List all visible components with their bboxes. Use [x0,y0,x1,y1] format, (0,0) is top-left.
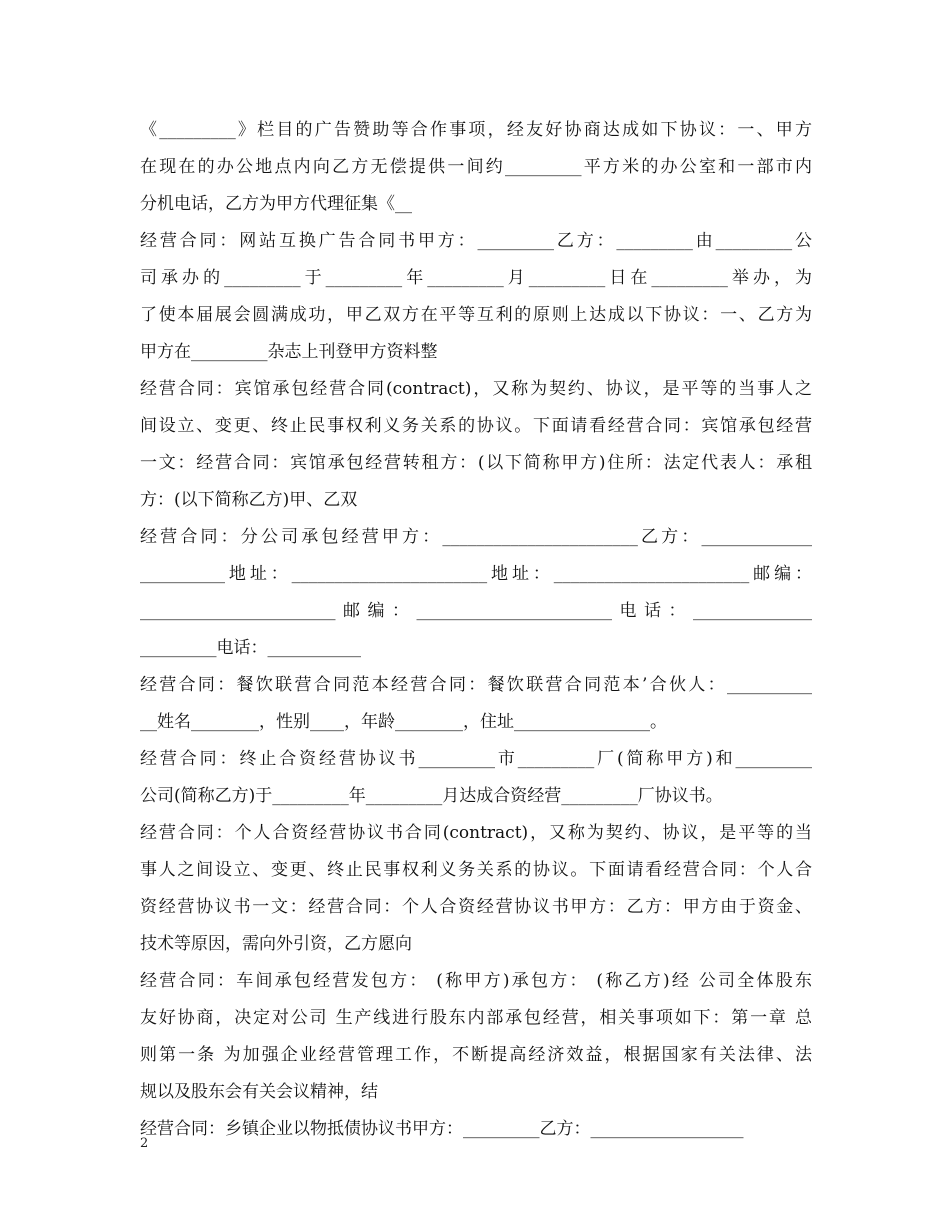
paragraph [140,223,812,371]
text-line: 《_________》栏目的广告赞助等合作事项，经友好协商达成如下协议：一、甲方 [140,120,812,140]
text-line: 经营合同：网站互换广告合同书甲方：_________乙方：_________由_________公 [140,231,812,251]
text-line: 间设立、变更、终止民事权利义务关系的协议。下面请看经营合同：宾馆承包经营 [140,416,812,436]
page-number: 2 [140,1136,149,1151]
paragraph [140,815,812,963]
text-line: 经营合同：乡镇企业以物抵债协议书甲方：_________乙方：__________________ [140,1119,744,1139]
text-line: 一文：经营合同：宾馆承包经营转租方：(以下简称甲方)住所：法定代表人：承租 [140,453,812,473]
text-line: 经营合同：分公司承包经营甲方：_______________________乙方：_____________ [140,527,812,547]
text-line: 公司(简称乙方)于_________年_________月达成合资经营_________厂协议书。 [140,786,723,806]
text-line: 经营合同：餐饮联营合同范本经营合同：餐饮联营合同范本’合伙人：__________ [140,675,812,695]
text-line: __________地址：_______________________地址：_______________________邮编： [140,564,812,584]
paragraph [140,519,812,667]
paragraph [140,1111,812,1148]
text-line: 在现在的办公地点内向乙方无偿提供一间约_________平方米的办公室和一部市内 [140,157,812,177]
text-line: _________电话：___________ [140,638,361,658]
text-line: 资经营协议书一文：经营合同：个人合资经营协议书甲方：乙方：甲方由于资金、 [140,897,812,917]
text-line: 经营合同：宾馆承包经营合同(contract)，又称为契约、协议，是平等的当事人之 [140,379,812,399]
paragraph [140,371,812,519]
paragraph [140,112,812,223]
text-line: 友好协商，决定对公司 生产线进行股东内部承包经营，相关事项如下：第一章 总 [140,1008,812,1028]
paragraph [140,963,812,1111]
text-line: 司承办的_________于_________年_________月_________日在_________举办，为 [140,268,812,288]
text-line: 技术等原因，需向外引资，乙方愿向 [140,934,412,954]
text-line: 方：(以下简称乙方)甲、乙双 [140,490,358,510]
text-line: 事人之间设立、变更、终止民事权利义务关系的协议。下面请看经营合同：个人合 [140,860,812,880]
paragraph [140,741,812,815]
text-line: 分机电话，乙方为甲方代理征集《__ [140,194,412,214]
document-body [140,112,812,1148]
text-line: 经营合同：终止合资经营协议书_________市_________厂(简称甲方)和_________ [140,749,812,769]
text-line: 经营合同：车间承包经营发包方： (称甲方)承包方： (称乙方)经 公司全体股东 [140,971,812,991]
text-line: 规以及股东会有关会议精神，结 [140,1082,378,1102]
text-line: 了使本届展会圆满成功，甲乙双方在平等互利的原则上达成以下协议：一、乙方为 [140,305,812,325]
text-line: 经营合同：个人合资经营协议书合同(contract)，又称为契约、协议，是平等的当 [140,823,812,843]
text-line: 则第一条 为加强企业经营管理工作，不断提高经济效益，根据国家有关法律、法 [140,1045,812,1065]
paragraph [140,667,812,741]
text-line: __姓名________，性别____，年龄________，住址________________。 [140,712,667,732]
text-line: 甲方在_________杂志上刊登甲方资料整 [140,342,438,362]
text-line: _______________________邮编：_______________________电话：______________ [140,601,812,621]
